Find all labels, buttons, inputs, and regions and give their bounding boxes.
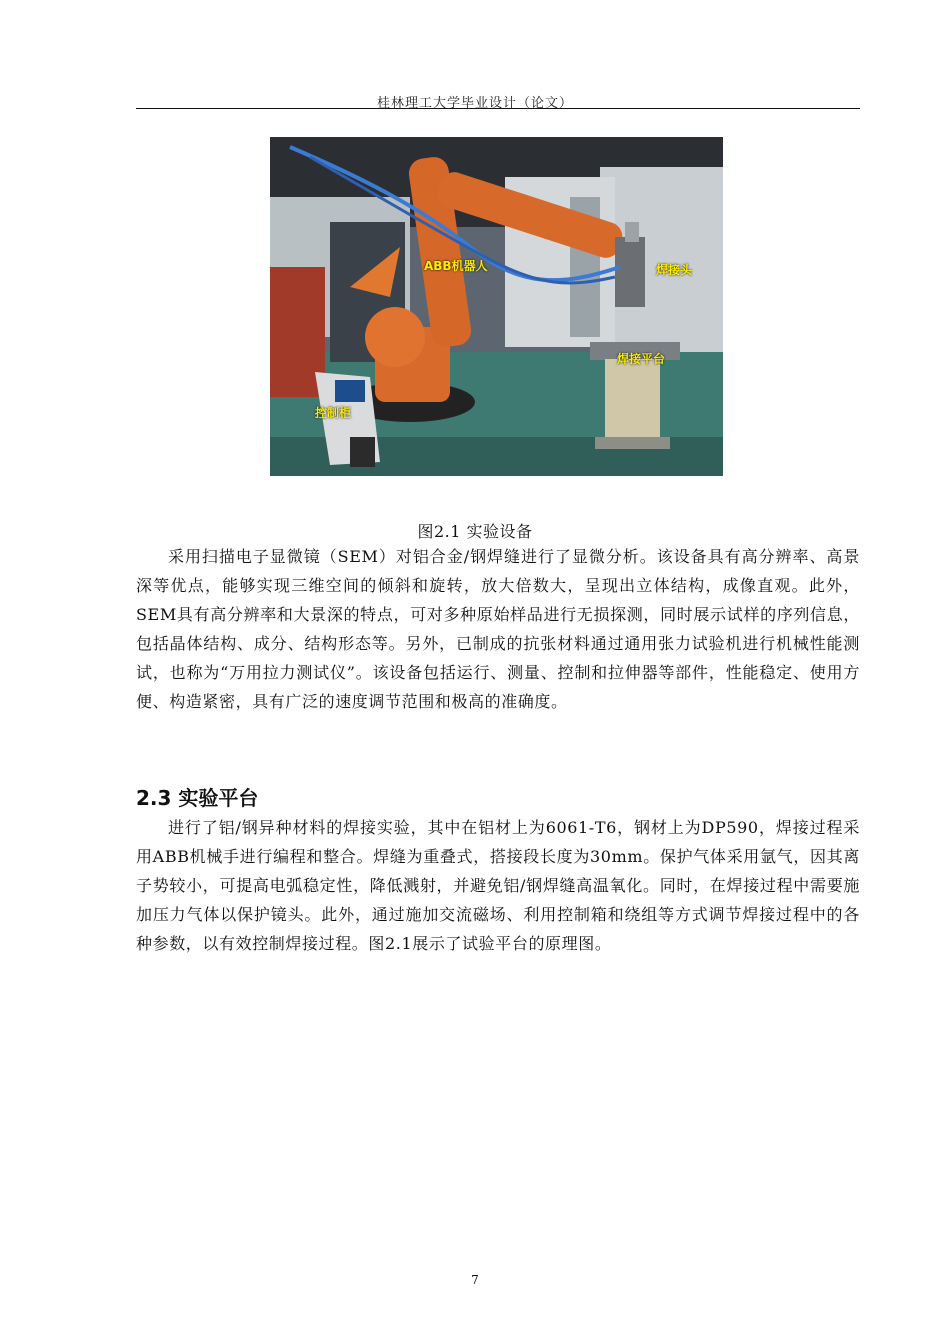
label-control-cabinet: 控制柜 [315,406,352,420]
equipment-photo-illustration [270,137,723,476]
label-welding-platform: 焊接平台 [617,352,666,366]
experiment-equipment-photo [270,137,723,476]
running-header: 桂林理工大学毕业设计（论文） [376,96,573,111]
header-divider [136,108,860,109]
body-paragraph-2: 进行了铝/钢异种材料的焊接实验，其中在铝材上为6061-T6，钢材上为DP590，焊接过程采用ABB机械手进行编程和整合。焊缝为重叠式，搭接段长度为30mm。保护气体采用氩气，因其离子势较小，可提高电弧稳定性，降低溅射，并避免铝/钢焊缝高温氧化。同时，在焊接过程中需要施加压力气体以保护镜头。此外，通过施加交流磁场、利用控制箱和绕组等方式调节焊接过程中的各种参数，以有效控制焊接过程。图2.1展示了试验平台的原理图。 [136,818,860,953]
label-abb-robot: ABB机器人 [424,259,488,273]
page-number: 7 [471,1273,479,1287]
section-heading: 2.3 实验平台 [136,786,259,810]
figure-caption: 图2.1 实验设备 [417,522,533,541]
label-welding-head: 焊接头 [656,263,693,277]
body-paragraph-1: 采用扫描电子显微镜（SEM）对铝合金/钢焊缝进行了显微分析。该设备具有高分辨率、高景深等优点，能够实现三维空间的倾斜和旋转，放大倍数大，呈现出立体结构，成像直观。此外，SEM具有高分辨率和大景深的特点，可对多种原始样品进行无损探测，同时展示试样的序列信息，包括晶体结构、成分、结构形态等。另外，已制成的抗张材料通过通用张力试验机进行机械性能测试，也称为“万用拉力测试仪”。该设备包括运行、测量、控制和拉伸器等部件，性能稳定、使用方便、构造紧密，具有广泛的速度调节范围和极高的准确度。 [136,547,860,711]
